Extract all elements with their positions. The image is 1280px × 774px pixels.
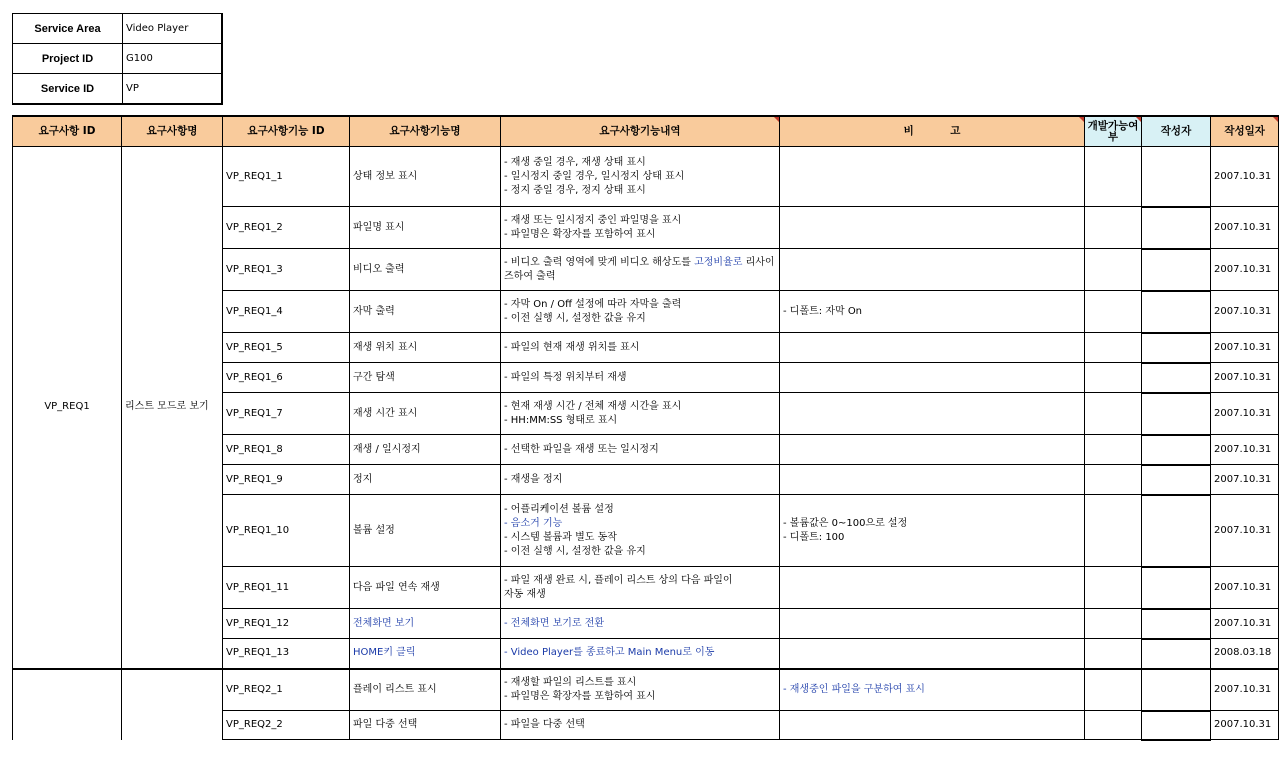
date-cell: 2007.10.31: [1211, 207, 1279, 249]
func-detail-cell: [501, 249, 780, 291]
dev-possible-cell[interactable]: [1085, 711, 1142, 740]
detail-line: - 전체화면 보기로 전환: [504, 617, 605, 629]
detail-text-highlight: 고정비율로: [694, 256, 743, 268]
remark-cell: [780, 207, 1085, 249]
detail-line: - HH:MM:SS 형태로 표시: [504, 414, 618, 426]
func-name-cell: 파일 다중 선택: [350, 711, 501, 740]
func-id-cell: VP_REQ2_2: [223, 711, 350, 740]
func-id-cell: VP_REQ1_11: [223, 567, 350, 609]
remark-cell: [780, 567, 1085, 609]
remark-line: - 볼륨값은 0~100으로 설정: [783, 517, 908, 529]
func-detail-cell: [501, 711, 780, 740]
author-cell[interactable]: [1142, 639, 1211, 669]
header-dev-possible: [1085, 116, 1142, 147]
remark-cell: [780, 147, 1085, 207]
requirements-body: [13, 147, 1279, 740]
date-cell: 2007.10.31: [1211, 669, 1279, 711]
remark-cell: [780, 465, 1085, 495]
remark-line: - 디폴트: 자막 On: [783, 305, 863, 317]
remark-cell: [780, 291, 1085, 333]
table-row: [13, 669, 1279, 711]
func-detail-cell: [501, 567, 780, 609]
detail-text: - 비디오 출력 영역에 맞게 비디오 해상도를: [504, 256, 695, 268]
func-detail-cell: [501, 393, 780, 435]
date-cell: 2007.10.31: [1211, 465, 1279, 495]
detail-line: - 파일을 다중 선택: [504, 719, 585, 730]
dev-possible-cell[interactable]: [1085, 393, 1142, 435]
detail-line: - 파일명은 확장자를 포함하여 표시: [504, 690, 656, 702]
header-func-name: 요구사항기능명: [350, 116, 501, 147]
detail-line: - 일시정지 중일 경우, 일시정지 상태 표시: [504, 170, 685, 182]
date-cell: 2007.10.31: [1211, 711, 1279, 740]
date-cell: 2007.10.31: [1211, 333, 1279, 363]
detail-line: - 재생을 정지: [504, 473, 563, 485]
comment-flag-icon: [1273, 117, 1278, 122]
header-remark: [780, 116, 1085, 147]
func-name-cell: 플레이 리스트 표시: [350, 669, 501, 711]
author-cell[interactable]: [1142, 333, 1211, 363]
func-name-cell: 상태 정보 표시: [350, 147, 501, 207]
detail-line: - 이전 실행 시, 설정한 값을 유지: [504, 545, 646, 557]
req-name-cell: 리스트 모드로 보기: [122, 147, 223, 669]
func-name-cell: 파일명 표시: [350, 207, 501, 249]
header-remark-text: 비 고: [903, 125, 961, 137]
dev-possible-cell[interactable]: [1085, 435, 1142, 465]
detail-line: - 어플리케이션 볼륨 설정: [504, 503, 614, 515]
service-area-label: Service Area: [13, 14, 123, 44]
detail-line: - 재생할 파일의 리스트를 표시: [504, 676, 637, 688]
table-row: [13, 147, 1279, 207]
detail-line: - 파일명은 확장자를 포함하여 표시: [504, 228, 656, 240]
detail-line: - 파일의 현재 재생 위치를 표시: [504, 341, 640, 353]
author-cell[interactable]: [1142, 147, 1211, 207]
remark-cell: [780, 495, 1085, 567]
remark-cell: [780, 249, 1085, 291]
remark-cell: [780, 435, 1085, 465]
func-detail-cell: [501, 669, 780, 711]
service-info-table: [12, 13, 223, 105]
remark-line: - 재생중인 파일을 구분하여 표시: [783, 683, 925, 695]
header-dev-possible-text: 개발가능여부: [1087, 119, 1139, 143]
func-name-cell: 비디오 출력: [350, 249, 501, 291]
func-id-cell: VP_REQ1_5: [223, 333, 350, 363]
remark-cell: [780, 669, 1085, 711]
comment-flag-icon: [1136, 117, 1141, 122]
project-id-row: [13, 44, 223, 74]
detail-line: - 이전 실행 시, 설정한 값을 유지: [504, 312, 646, 324]
dev-possible-cell[interactable]: [1085, 609, 1142, 639]
author-cell[interactable]: [1142, 669, 1211, 711]
func-id-cell: VP_REQ1_9: [223, 465, 350, 495]
func-detail-cell: [501, 609, 780, 639]
func-detail-cell: [501, 333, 780, 363]
date-cell: 2007.10.31: [1211, 609, 1279, 639]
func-id-cell: VP_REQ1_1: [223, 147, 350, 207]
dev-possible-cell[interactable]: [1085, 495, 1142, 567]
func-detail-cell: [501, 435, 780, 465]
func-name-cell: 재생 / 일시정지: [350, 435, 501, 465]
remark-cell: [780, 711, 1085, 740]
service-id-value: VP: [123, 74, 223, 105]
header-author: 작성자: [1142, 116, 1211, 147]
remark-cell: [780, 363, 1085, 393]
service-id-row: [13, 74, 223, 105]
detail-text: 리사이즈하여 출력: [504, 256, 775, 282]
func-detail-cell: [501, 495, 780, 567]
date-cell: 2007.10.31: [1211, 495, 1279, 567]
author-cell[interactable]: [1142, 609, 1211, 639]
func-name-cell: 구간 탐색: [350, 363, 501, 393]
author-cell[interactable]: [1142, 711, 1211, 740]
dev-possible-cell[interactable]: [1085, 363, 1142, 393]
func-detail-cell: [501, 465, 780, 495]
remark-cell: [780, 393, 1085, 435]
author-cell[interactable]: [1142, 363, 1211, 393]
date-cell: 2007.10.31: [1211, 393, 1279, 435]
project-id-value: G100: [123, 44, 223, 74]
service-id-label: Service ID: [13, 74, 123, 105]
header-func-detail: [501, 116, 780, 147]
author-cell[interactable]: [1142, 435, 1211, 465]
func-detail-cell: [501, 639, 780, 669]
func-name-cell: 재생 시간 표시: [350, 393, 501, 435]
dev-possible-cell[interactable]: [1085, 249, 1142, 291]
header-date-text: 작성일자: [1224, 125, 1265, 137]
dev-possible-cell[interactable]: [1085, 567, 1142, 609]
func-id-cell: VP_REQ1_13: [223, 639, 350, 669]
remark-cell: [780, 609, 1085, 639]
remark-line: - 디폴트: 100: [783, 531, 845, 543]
service-area-value: Video Player: [123, 14, 223, 44]
dev-possible-cell[interactable]: [1085, 669, 1142, 711]
header-req-id: 요구사항 ID: [13, 116, 122, 147]
detail-line: - 재생 또는 일시정지 중인 파일명을 표시: [504, 214, 682, 226]
detail-line: - 현재 재생 시간 / 전체 재생 시간을 표시: [504, 400, 682, 412]
req-name-cell: [122, 669, 223, 740]
remark-cell: [780, 333, 1085, 363]
func-name-cell: 볼륨 설정: [350, 495, 501, 567]
func-id-cell: VP_REQ1_4: [223, 291, 350, 333]
func-name-cell: 정지: [350, 465, 501, 495]
author-cell[interactable]: [1142, 393, 1211, 435]
author-cell[interactable]: [1142, 567, 1211, 609]
header-row: [13, 116, 1279, 147]
func-name-cell: 재생 위치 표시: [350, 333, 501, 363]
date-cell: 2007.10.31: [1211, 249, 1279, 291]
author-cell[interactable]: [1142, 465, 1211, 495]
author-cell[interactable]: [1142, 207, 1211, 249]
detail-line: - 파일의 특정 위치부터 재생: [504, 371, 627, 383]
func-id-cell: VP_REQ1_2: [223, 207, 350, 249]
remark-cell: [780, 639, 1085, 669]
detail-line: - Video Player를 종료하고 Main Menu로 이동: [504, 647, 715, 659]
comment-flag-icon: [1079, 117, 1084, 122]
comment-flag-icon: [774, 117, 779, 122]
author-cell[interactable]: [1142, 249, 1211, 291]
author-cell[interactable]: [1142, 495, 1211, 567]
req-id-cell: [13, 669, 122, 740]
project-id-label: Project ID: [13, 44, 123, 74]
date-cell: 2007.10.31: [1211, 147, 1279, 207]
req-id-cell: VP_REQ1: [13, 147, 122, 669]
date-cell: 2007.10.31: [1211, 291, 1279, 333]
service-area-row: [13, 14, 223, 44]
author-cell[interactable]: [1142, 291, 1211, 333]
func-id-cell: VP_REQ1_10: [223, 495, 350, 567]
requirements-table: [12, 115, 1279, 741]
date-cell: 2008.03.18: [1211, 639, 1279, 669]
func-detail-cell: [501, 147, 780, 207]
date-cell: 2007.10.31: [1211, 435, 1279, 465]
detail-line: - 정지 중일 경우, 정지 상태 표시: [504, 184, 646, 196]
detail-line: - 재생 중일 경우, 재생 상태 표시: [504, 156, 646, 168]
dev-possible-cell[interactable]: [1085, 147, 1142, 207]
dev-possible-cell[interactable]: [1085, 465, 1142, 495]
func-detail-cell: [501, 207, 780, 249]
func-name-cell: 전체화면 보기: [350, 609, 501, 639]
detail-line: - 파일 재생 완료 시, 플레이 리스트 상의 다음 파일이: [504, 574, 733, 586]
func-id-cell: VP_REQ1_8: [223, 435, 350, 465]
dev-possible-cell[interactable]: [1085, 207, 1142, 249]
dev-possible-cell[interactable]: [1085, 639, 1142, 669]
header-func-detail-text: 요구사항기능내역: [599, 125, 681, 137]
header-req-name: 요구사항명: [122, 116, 223, 147]
func-detail-cell: [501, 291, 780, 333]
func-id-cell: VP_REQ1_3: [223, 249, 350, 291]
date-cell: 2007.10.31: [1211, 363, 1279, 393]
detail-line: - 자막 On / Off 설정에 따라 자막을 출력: [504, 298, 682, 310]
func-name-cell: HOME키 클릭: [350, 639, 501, 669]
header-func-id: 요구사항기능 ID: [223, 116, 350, 147]
detail-line: - 선택한 파일을 재생 또는 일시정지: [504, 443, 659, 455]
date-cell: 2007.10.31: [1211, 567, 1279, 609]
header-date: [1211, 116, 1279, 147]
func-detail-cell: [501, 363, 780, 393]
dev-possible-cell[interactable]: [1085, 291, 1142, 333]
func-id-cell: VP_REQ1_12: [223, 609, 350, 639]
detail-line: - 시스템 볼륨과 별도 동작: [504, 531, 617, 543]
dev-possible-cell[interactable]: [1085, 333, 1142, 363]
func-id-cell: VP_REQ1_7: [223, 393, 350, 435]
detail-line: - 음소거 기능: [504, 517, 563, 529]
func-name-cell: 다음 파일 연속 재생: [350, 567, 501, 609]
func-id-cell: VP_REQ1_6: [223, 363, 350, 393]
func-id-cell: VP_REQ2_1: [223, 669, 350, 711]
detail-line: 자동 재생: [504, 588, 546, 600]
func-name-cell: 자막 출력: [350, 291, 501, 333]
